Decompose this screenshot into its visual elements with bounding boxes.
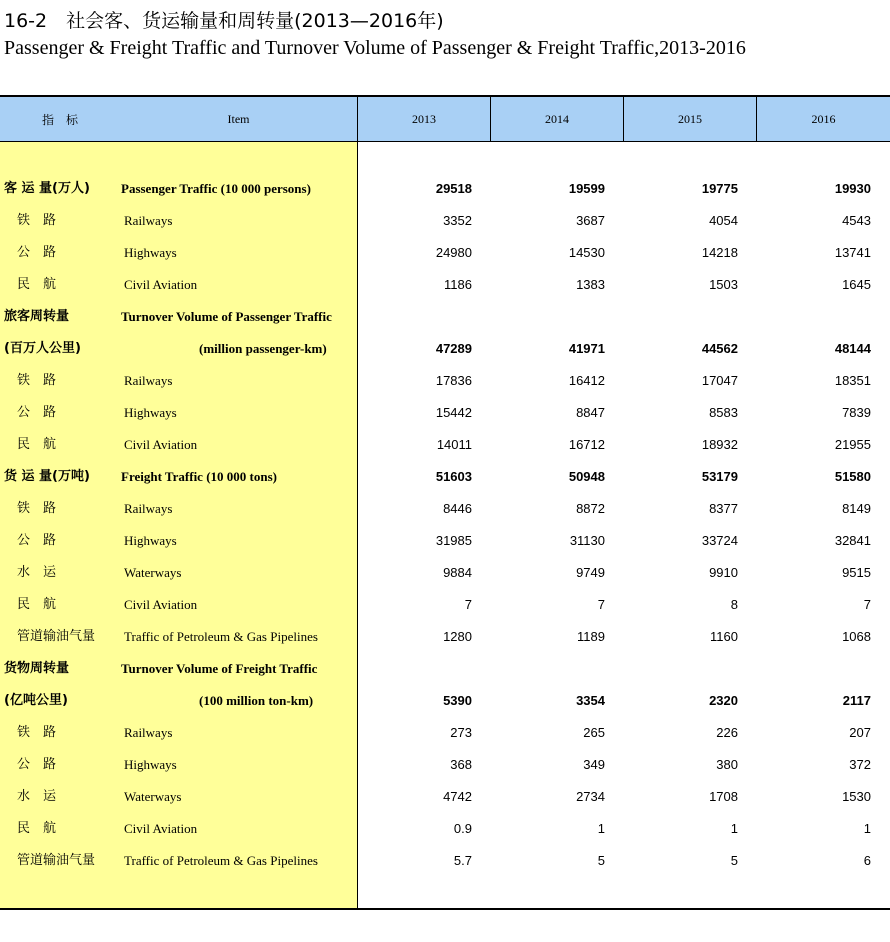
value-cell-2013: 3352 [443,213,472,228]
value-cell-2014 [495,301,605,333]
value-cell-2015: 5 [730,853,738,868]
value-cell-2015: 14218 [701,245,738,260]
row-label-english: Railways [124,213,173,228]
row-label-english: Freight Traffic (10 000 tons) [121,469,277,484]
value-cell-2013: 31985 [435,533,472,548]
row-label-chinese: 管道输油气量 [17,629,96,644]
row-label-chinese: (亿吨公里) [4,693,68,708]
header-year-2014: 2014 [545,111,569,126]
row-label-english: Turnover Volume of Freight Traffic [121,661,318,676]
row-label-chinese: 铁 路 [17,373,57,388]
value-cell-2013: 1280 [443,629,472,644]
table-row [0,237,890,269]
value-cell-2015: 53179 [701,469,738,484]
value-cell-2013: 0.9 [453,821,472,836]
value-cell-2013: 24980 [435,245,472,260]
value-cell-2014: 31130 [569,533,605,548]
row-label-english: Traffic of Petroleum & Gas Pipelines [124,853,318,868]
value-cell-2014: 3354 [576,693,605,708]
value-cell-2016: 32841 [834,533,871,548]
row-label-english: Railways [124,725,173,740]
value-cell-2016: 18351 [834,373,871,388]
row-label-chinese: 铁 路 [17,213,57,228]
value-cell-2016: 48144 [834,341,871,356]
value-cell-2015: 17047 [701,373,738,388]
value-cell-2014: 8872 [576,501,605,516]
value-cell-2013: 1186 [444,277,472,292]
value-cell-2015 [628,301,738,333]
value-cell-2013: 5.7 [453,853,472,868]
value-cell-2016: 7839 [842,405,871,420]
value-cell-2013: 51603 [435,469,472,484]
value-cell-2014: 1 [597,821,605,836]
value-cell-2014: 16412 [568,373,605,388]
value-cell-2013: 17836 [435,373,472,388]
table-row [0,333,890,365]
value-cell-2015: 9910 [709,565,738,580]
table-row [0,461,890,493]
value-cell-2015: 226 [716,725,738,740]
value-cell-2013: 29518 [435,181,472,196]
row-label-english: Civil Aviation [124,277,198,292]
value-cell-2013 [362,301,472,333]
value-cell-2015: 18932 [701,437,738,452]
value-cell-2015: 8583 [709,405,738,420]
value-cell-2014: 3687 [576,213,605,228]
row-label-chinese: 旅客周转量 [4,309,70,324]
header-year-2016: 2016 [811,111,836,126]
row-label-chinese: 货 运 量(万吨) [4,469,90,484]
table-row [0,365,890,397]
table-row [0,653,890,685]
value-cell-2014: 50948 [568,469,605,484]
value-cell-2015: 1708 [709,789,738,804]
header-indicator: 指 标 [41,112,78,127]
header-year-2013: 2013 [412,111,436,126]
table-row [0,685,890,717]
value-cell-2016: 4543 [842,213,871,228]
table-title-chinese: 16-2 社会客、货运输量和周转量(2013—2016年) [4,10,444,32]
table-row [0,557,890,589]
value-cell-2014: 41971 [568,341,605,356]
value-cell-2016: 51580 [834,469,871,484]
row-label-chinese: 民 航 [17,597,57,612]
row-label-chinese: (百万人公里) [4,341,81,356]
value-cell-2013: 47289 [435,341,472,356]
value-cell-2015: 8 [730,597,738,612]
value-cell-2016: 1068 [842,629,871,644]
value-cell-2013: 4742 [443,789,472,804]
value-cell-2014: 7 [597,597,605,612]
value-cell-2013: 5390 [443,693,472,708]
row-label-chinese: 公 路 [17,405,57,420]
row-label-english: Highways [124,533,177,548]
table-row [0,493,890,525]
value-cell-2013: 368 [450,757,472,772]
value-cell-2013: 14011 [436,437,472,452]
table-row [0,301,890,333]
value-cell-2016: 2117 [842,693,871,708]
table-title-english: Passenger & Freight Traffic and Turnover Volume of Passenger & Freight Traffic,2013-2016 [4,37,746,59]
row-label-chinese: 民 航 [17,821,57,836]
row-label-english: Highways [124,245,177,260]
table-row [0,269,890,301]
value-cell-2014: 9749 [576,565,605,580]
table-row [0,397,890,429]
value-cell-2015: 1 [730,821,738,836]
value-cell-2015: 1503 [709,277,738,292]
value-cell-2014: 1189 [577,629,605,644]
value-cell-2014 [495,653,605,685]
value-cell-2015: 33724 [701,533,738,548]
table-row [0,525,890,557]
row-label-chinese: 货物周转量 [4,661,70,676]
value-cell-2016: 21955 [834,437,871,452]
value-cell-2014: 5 [597,853,605,868]
table-row [0,749,890,781]
value-cell-2013: 7 [464,597,472,612]
row-label-chinese: 民 航 [17,277,57,292]
value-cell-2014: 265 [583,725,605,740]
value-cell-2016: 13741 [834,245,871,260]
row-label-chinese: 公 路 [17,533,57,548]
row-label-english: Railways [124,501,173,516]
value-cell-2016: 8149 [842,501,871,516]
row-label-chinese: 客 运 量(万人) [4,181,90,196]
row-label-english: Waterways [124,565,182,580]
value-cell-2014: 349 [583,757,605,772]
row-label-chinese: 管道输油气量 [17,853,96,868]
table-row [0,845,890,877]
table-row [0,813,890,845]
header-year-2015: 2015 [678,111,702,126]
value-cell-2016 [761,653,871,685]
value-cell-2013 [362,653,472,685]
row-label-english: Civil Aviation [124,437,198,452]
table-row [0,173,890,205]
value-cell-2016: 1645 [842,277,871,292]
value-cell-2013: 8446 [443,501,472,516]
value-cell-2013: 273 [450,725,472,740]
row-label-english: Railways [124,373,173,388]
row-label-english: (million passenger-km) [199,341,327,356]
value-cell-2016: 9515 [842,565,871,580]
value-cell-2014: 2734 [576,789,605,804]
table-row [0,205,890,237]
row-label-chinese: 公 路 [17,245,57,260]
value-cell-2016: 372 [849,757,871,772]
bottom-rule [0,908,890,910]
row-label-english: Waterways [124,789,182,804]
value-cell-2016 [761,301,871,333]
row-label-chinese: 水 运 [17,789,57,804]
value-cell-2014: 8847 [576,405,605,420]
row-label-chinese: 民 航 [17,437,57,452]
value-cell-2016: 6 [863,853,871,868]
value-cell-2015: 44562 [701,341,738,356]
table-header [0,97,890,142]
value-cell-2016: 7 [863,597,871,612]
row-label-chinese: 公 路 [17,757,57,772]
table-row [0,717,890,749]
row-label-english: Turnover Volume of Passenger Traffic [121,309,332,324]
value-cell-2015: 380 [716,757,738,772]
value-cell-2015: 19775 [701,181,738,196]
row-label-english: Civil Aviation [124,821,198,836]
value-cell-2015: 4054 [709,213,738,228]
value-cell-2014: 1383 [576,277,605,292]
value-cell-2015: 1160 [710,629,738,644]
value-cell-2014: 19599 [568,181,605,196]
table-row [0,429,890,461]
value-cell-2014: 16712 [568,437,605,452]
row-label-english: Passenger Traffic (10 000 persons) [121,181,311,196]
value-cell-2016: 19930 [834,181,871,196]
value-cell-2016: 1 [863,821,871,836]
table-row [0,621,890,653]
row-label-chinese: 铁 路 [17,725,57,740]
table-row [0,589,890,621]
row-label-english: (100 million ton-km) [199,693,314,708]
table-row [0,781,890,813]
value-cell-2016: 1530 [842,789,871,804]
row-label-chinese: 水 运 [17,565,57,580]
row-label-chinese: 铁 路 [17,501,57,516]
value-cell-2015: 8377 [709,501,738,516]
header-item: Item [227,111,250,126]
value-cell-2014: 14530 [568,245,605,260]
value-cell-2013: 15442 [435,405,472,420]
row-label-english: Traffic of Petroleum & Gas Pipelines [124,629,318,644]
value-cell-2015 [628,653,738,685]
value-cell-2016: 207 [849,725,871,740]
value-cell-2013: 9884 [443,565,472,580]
value-cell-2015: 2320 [709,693,738,708]
row-label-english: Highways [124,757,177,772]
row-label-english: Civil Aviation [124,597,198,612]
row-label-english: Highways [124,405,177,420]
